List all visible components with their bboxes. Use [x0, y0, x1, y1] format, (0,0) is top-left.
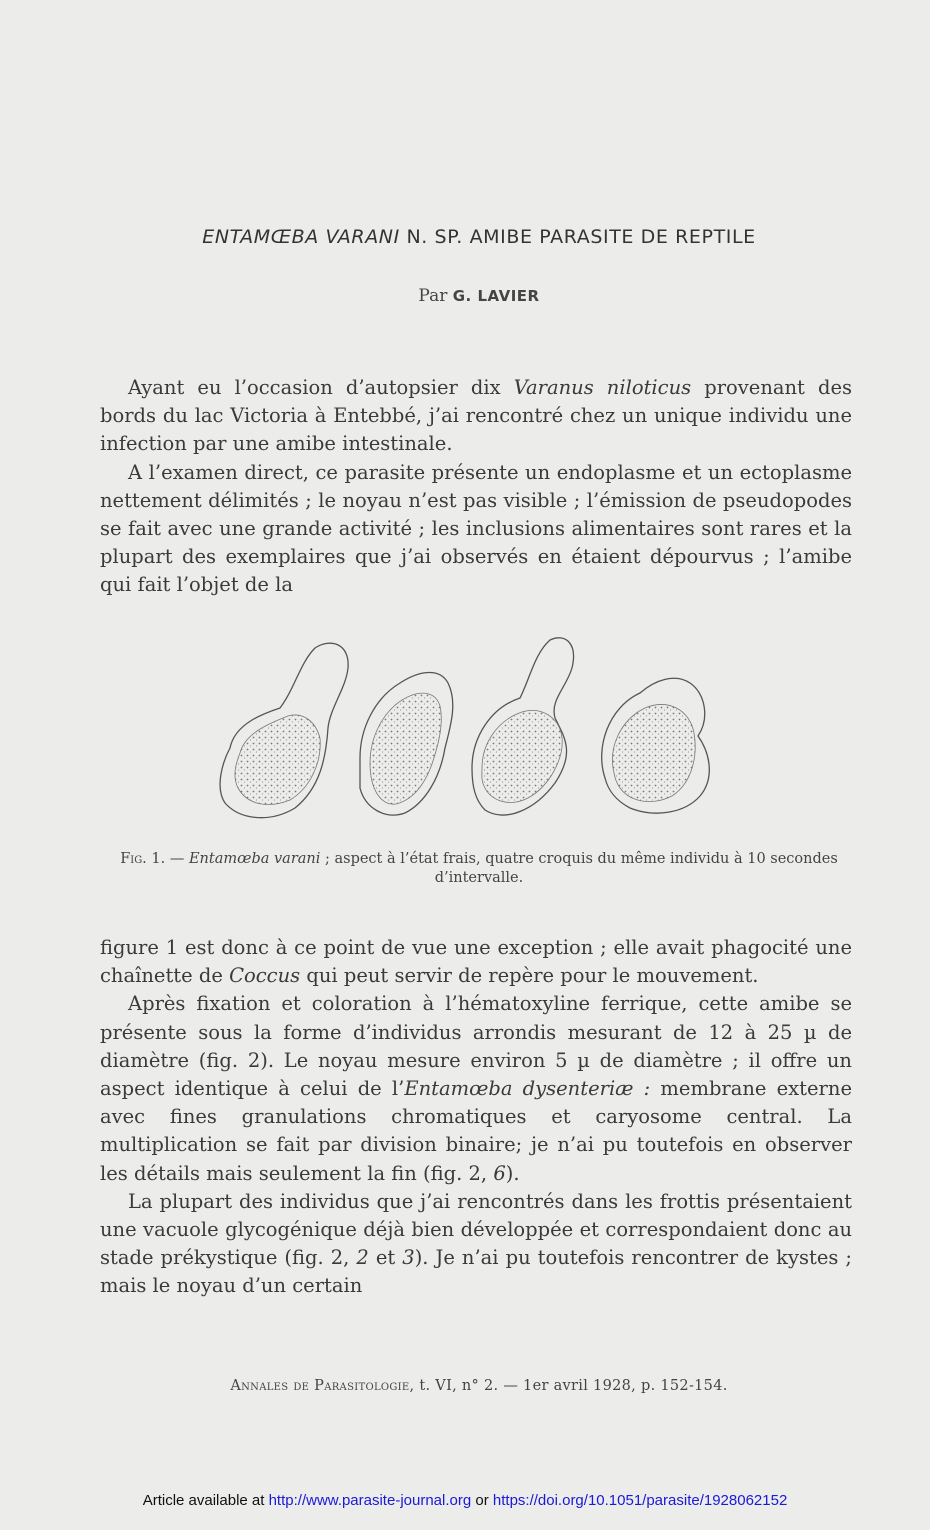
body-text-bottom — [100, 934, 852, 1301]
caption-text: ; aspect à l’état frais, quatre croquis du même individu à 10 secondes d’intervalle. — [320, 851, 838, 886]
caption-species: Entamœba varani — [188, 851, 321, 867]
text-run: Ayant eu l’occasion d’autopsier dix — [128, 376, 514, 399]
journal-name: Annales de Parasitologie — [230, 1378, 410, 1394]
doi-link[interactable]: https://doi.org/10.1051/parasite/1928062152 — [492, 1492, 788, 1509]
byline — [100, 286, 858, 306]
text-run: La plupart des individus que j’ai rencontrés dans les frottis présentaient une vacuole glycogénique déjà bien développée et correspondaient donc au stade prékystique (fig. 2, — [100, 1189, 852, 1270]
body-text-top — [100, 374, 852, 600]
italic-term: 6 — [493, 1161, 506, 1185]
sketch-1 — [220, 643, 348, 818]
text-run: A l’examen direct, ce parasite présente un endoplasme et un ectoplasme nettement délimités ; le noyau n’est pas visible ; l’émission de pseudopodes se fait avec une grande activité ; les inclusions alimentaires sont rares et la plupart des exemplaires que j’ai observés en étaient dépourvus ; l’amibe qui fait l’objet de la — [100, 460, 852, 597]
italic-term: Entamœba dysenteriæ : — [404, 1077, 651, 1101]
sketch-3 — [472, 638, 573, 815]
paragraph — [100, 459, 852, 600]
italic-term: Varanus niloticus — [513, 376, 692, 399]
journal-details: , t. VI, n° 2. — 1er avril 1928, p. 152-154. — [409, 1378, 728, 1394]
paragraph — [100, 374, 852, 459]
text-run: ). Je n’ai pu toutefois rencontrer de kystes ; mais le noyau d’un certain — [100, 1246, 852, 1298]
text-run: ). — [505, 1161, 520, 1185]
text-run: membrane externe avec fines granulations chromatiques et caryosome central. La multiplication se fait par division binaire; je n’ai pu toutefois en observer les détails mais seulement la fin (fig. 2, — [100, 1077, 852, 1185]
journal-link[interactable]: http://www.parasite-journal.org — [268, 1492, 472, 1509]
paragraph — [100, 990, 852, 1187]
text-run: et — [368, 1246, 403, 1270]
text-run: qui peut servir de repère pour le mouvement. — [300, 964, 759, 988]
text-run: Après fixation et coloration à l’hématoxyline ferrique, cette amibe se présente sous la forme d’individus arrondis mesurant de 12 à 25 µ de diamètre (fig. 2). Le noyau mesure environ 5 µ de diamètre ; il offre un aspect identique à celui de l’ — [100, 992, 852, 1101]
paragraph — [100, 934, 852, 990]
amoeba-sketches-figure — [210, 628, 730, 848]
journal-reference — [100, 1378, 858, 1394]
byline-prefix: Par — [418, 286, 453, 306]
availability-middle: or — [471, 1492, 493, 1509]
italic-term: 2 — [356, 1246, 369, 1270]
caption-prefix: Fig. 1. — — [120, 851, 189, 867]
sketch-4 — [602, 678, 710, 813]
italic-term: 3 — [402, 1246, 415, 1270]
author-name: G. LAVIER — [452, 287, 540, 305]
article-title — [100, 226, 858, 248]
italic-term: Coccus — [229, 964, 301, 988]
text-run: provenant des bords du lac Victoria à Entebbé, j’ai rencontré chez un unique individu une infection par une amibe intestinale. — [100, 376, 852, 456]
availability-prefix: Article available at — [142, 1492, 269, 1509]
availability-note — [0, 1492, 930, 1509]
paragraph — [100, 1188, 852, 1301]
text-run: figure 1 est donc à ce point de vue une exception ; elle avait phagocité une chaînette de — [100, 936, 852, 988]
title-rest: N. SP. AMIBE PARASITE DE REPTILE — [399, 226, 756, 248]
figure-caption — [100, 850, 858, 888]
sketch-2 — [360, 672, 453, 815]
title-italic: ENTAMŒBA VARANI — [202, 226, 400, 248]
